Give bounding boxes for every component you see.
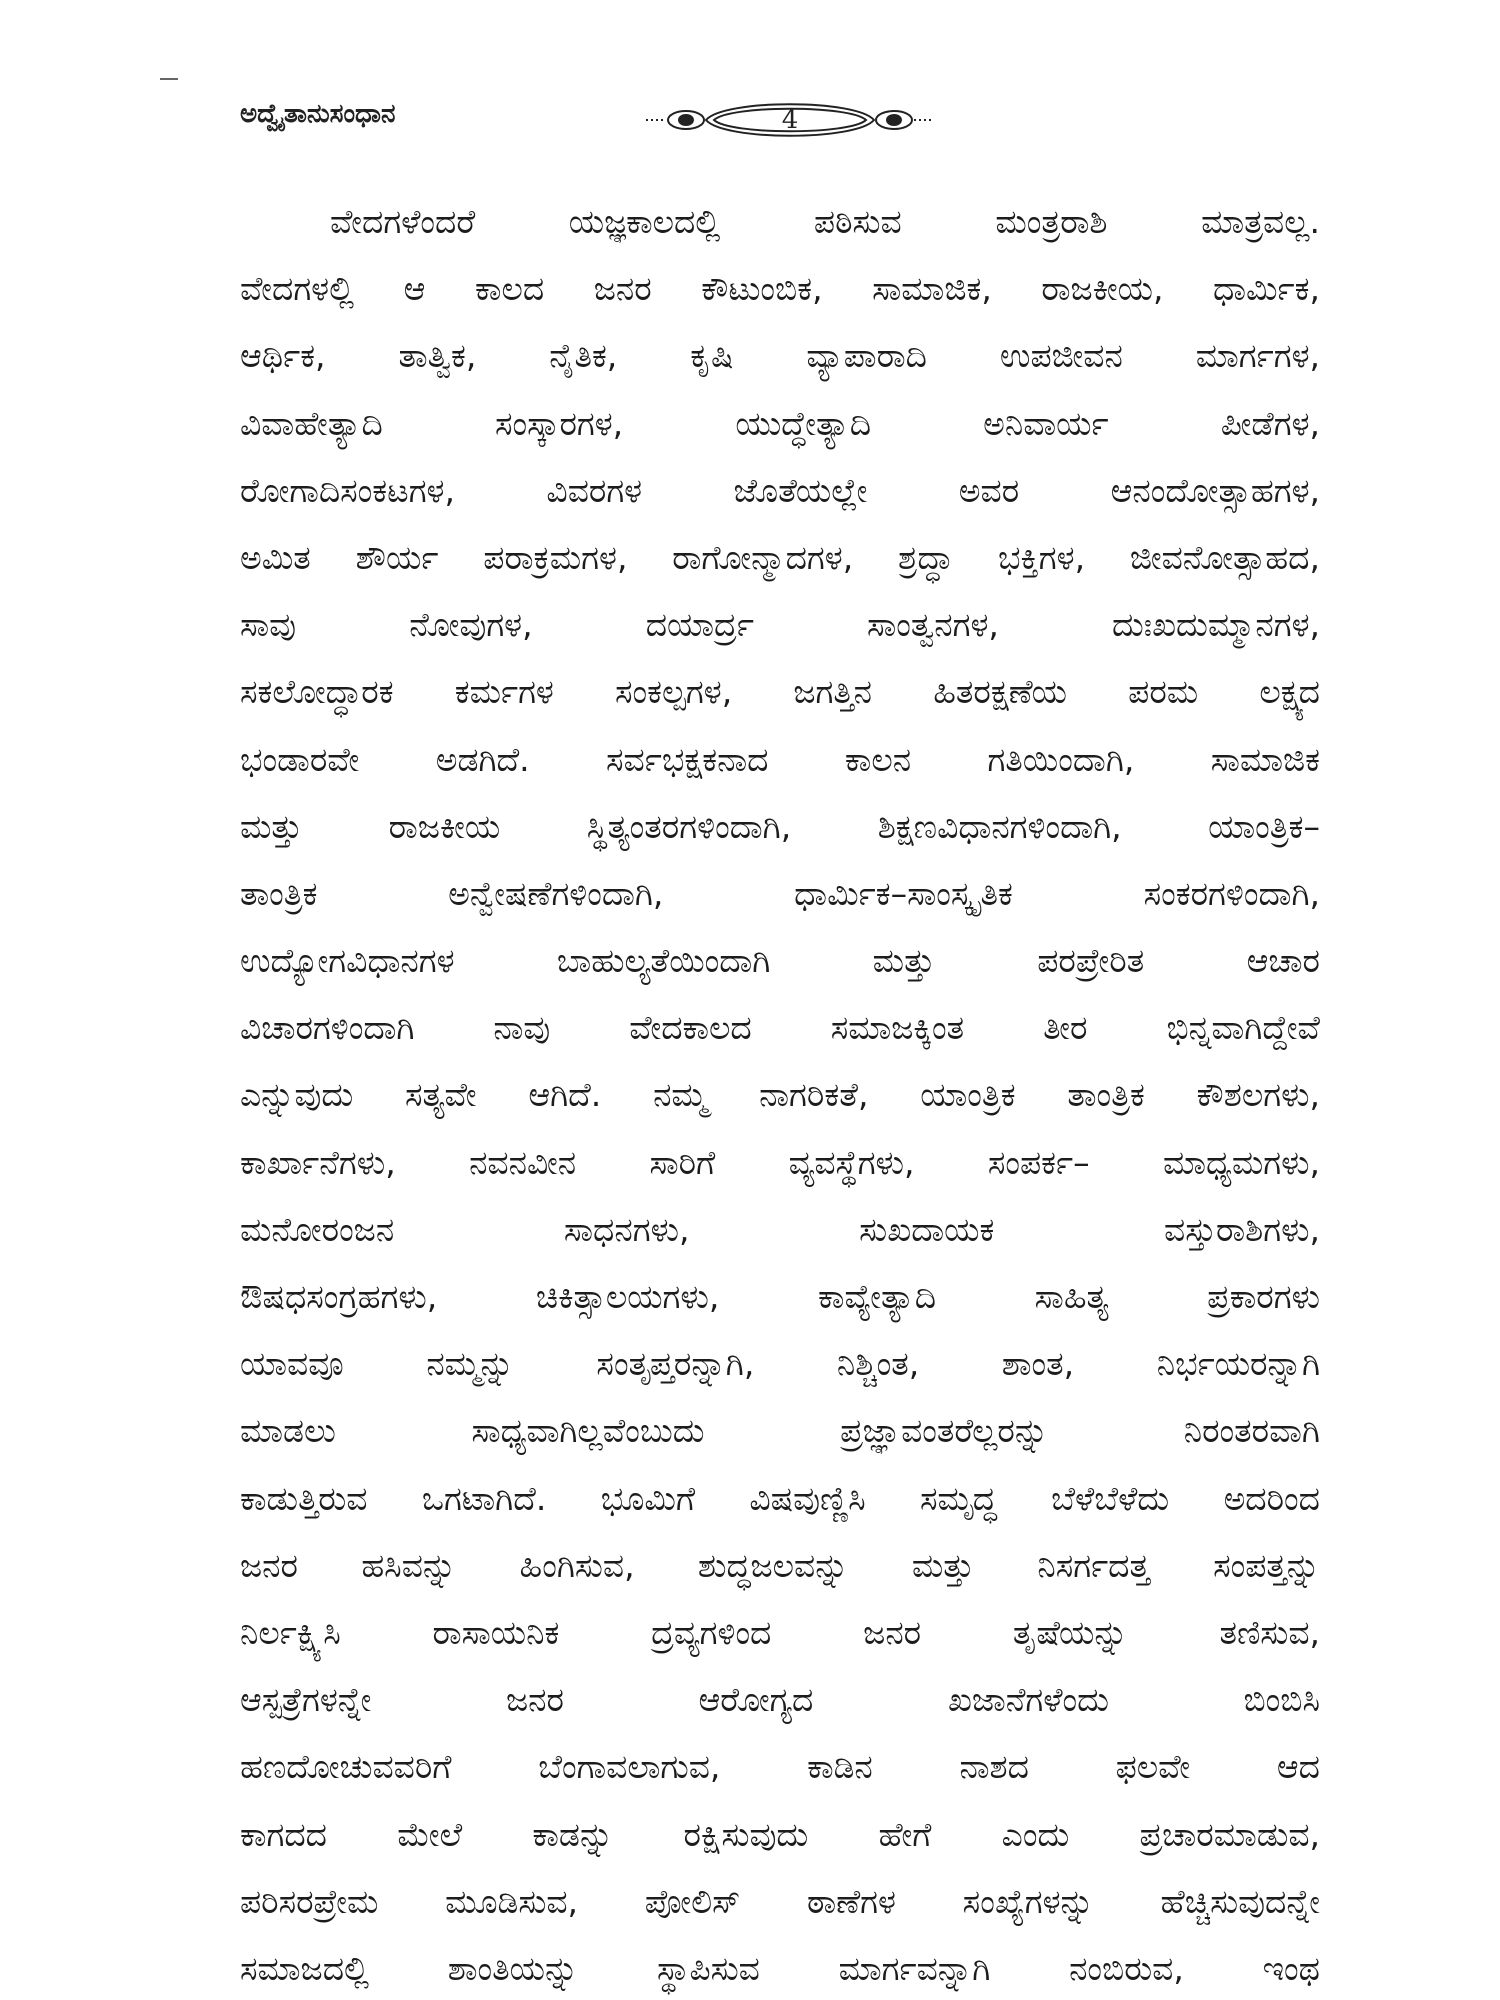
text-line: ಔಷಧಸಂಗ್ರಹಗಳು, ಚಿಕಿತ್ಸಾಲಯಗಳು, ಕಾವ್ಯೇತ್ಯಾದಿ ಸಾಹಿತ್ಯ ಪ್ರಕಾರಗಳು [240, 1277, 1320, 1316]
text-line: ಉದ್ಯೋಗವಿಧಾನಗಳ ಬಾಹುಲ್ಯತೆಯಿಂದಾಗಿ ಮತ್ತು ಪರಪ್ರೇರಿತ ಆಚಾರ [240, 941, 1320, 981]
page-number: 4 [781, 105, 799, 135]
text-line: ಮಾಡಲು ಸಾಧ್ಯವಾಗಿಲ್ಲವೆಂಬುದು ಪ್ರಜ್ಞಾವಂತರೆಲ್ಲರನ್ನು ನಿರಂತರವಾಗಿ [240, 1411, 1320, 1451]
text-line: ವಿಚಾರಗಳಿಂದಾಗಿ ನಾವು ವೇದಕಾಲದ ಸಮಾಜಕ್ಕಿಂತ ತೀರ ಭಿನ್ನವಾಗಿದ್ದೇವೆ [240, 1008, 1320, 1048]
text-line: ಆಸ್ಪತ್ರೆಗಳನ್ನೇ ಜನರ ಆರೋಗ್ಯದ ಖಜಾನೆಗಳೆಂದು ಬಿಂಬಿಸಿ [240, 1680, 1320, 1720]
body-paragraph [240, 188, 1320, 2000]
corner-print-mark [160, 78, 178, 80]
text-line: ಆರ್ಥಿಕ, ತಾತ್ವಿಕ, ನೈತಿಕ, ಕೃಷಿ ವ್ಯಾಪಾರಾದಿ ಉಪಜೀವನ ಮಾರ್ಗಗಳ, [240, 336, 1320, 376]
text-line: ನಿರ್ಲಕ್ಷ್ಯಿಸಿ ರಾಸಾಯನಿಕ ದ್ರವ್ಯಗಳಿಂದ ಜನರ ತೃಷೆಯನ್ನು ತಣಿಸುವ, [240, 1612, 1320, 1652]
text-line: ವಿವಾಹೇತ್ಯಾದಿ ಸಂಸ್ಕಾರಗಳ, ಯುದ್ಧೇತ್ಯಾದಿ ಅನಿವಾರ್ಯ ಪೀಡೆಗಳ, [240, 403, 1320, 443]
text-line: ತಾಂತ್ರಿಕ ಅನ್ವೇಷಣೆಗಳಿಂದಾಗಿ, ಧಾರ್ಮಿಕ–ಸಾಂಸ್ಕೃತಿಕ ಸಂಕರಗಳಿಂದಾಗಿ, [240, 873, 1320, 913]
text-line: ರೋಗಾದಿಸಂಕಟಗಳ, ವಿವರಗಳ ಜೊತೆಯಲ್ಲೇ ಅವರ ಆನಂದೋತ್ಸಾಹಗಳ, [240, 470, 1320, 510]
text-line: ಸಾವು ನೋವುಗಳ, ದಯಾರ್ದ್ರ ಸಾಂತ್ವನಗಳ, ದುಃಖದುಮ್ಮಾನಗಳ, [240, 605, 1320, 645]
text-line: ಸಕಲೋದ್ಧಾರಕ ಕರ್ಮಗಳ ಸಂಕಲ್ಪಗಳ, ಜಗತ್ತಿನ ಹಿತರಕ್ಷಣೆಯ ಪರಮ ಲಕ್ಷ್ಯದ [240, 672, 1320, 712]
text-line: ಯಾವವೂ ನಮ್ಮನ್ನು ಸಂತೃಪ್ತರನ್ನಾಗಿ, ನಿಶ್ಚಿಂತ, ಶಾಂತ, ನಿರ್ಭಯರನ್ನಾಗಿ [240, 1344, 1320, 1384]
text-line: ಹಣದೋಚುವವರಿಗೆ ಬೆಂಗಾವಲಾಗುವ, ಕಾಡಿನ ನಾಶದ ಫಲವೇ ಆದ [240, 1747, 1320, 1787]
text-line: ಕಾಗದದ ಮೇಲೆ ಕಾಡನ್ನು ರಕ್ಷಿಸುವುದು ಹೇಗೆ ಎಂದು ಪ್ರಚಾರಮಾಡುವ, [240, 1814, 1320, 1854]
text-line: ಜನರ ಹಸಿವನ್ನು ಹಿಂಗಿಸುವ, ಶುದ್ಧಜಲವನ್ನು ಮತ್ತು ನಿಸರ್ಗದತ್ತ ಸಂಪತ್ತನ್ನು [240, 1545, 1320, 1585]
text-line: ಮತ್ತು ರಾಜಕೀಯ ಸ್ಥಿತ್ಯಂತರಗಳಿಂದಾಗಿ, ಶಿಕ್ಷಣವಿಧಾನಗಳಿಂದಾಗಿ, ಯಾಂತ್ರಿಕ– [240, 806, 1320, 846]
text-line: ಪರಿಸರಪ್ರೇಮ ಮೂಡಿಸುವ, ಪೋಲಿಸ್ ಠಾಣೆಗಳ ಸಂಖ್ಯೆಗಳನ್ನು ಹೆಚ್ಚಿಸುವುದನ್ನೇ [240, 1881, 1320, 1921]
text-line: ಎನ್ನುವುದು ಸತ್ಯವೇ ಆಗಿದೆ. ನಮ್ಮ ನಾಗರಿಕತೆ, ಯಾಂತ್ರಿಕ ತಾಂತ್ರಿಕ ಕೌಶಲಗಳು, [240, 1075, 1320, 1115]
text-line: ಕಾರ್ಖಾನೆಗಳು, ನವನವೀನ ಸಾರಿಗೆ ವ್ಯವಸ್ಥೆಗಳು, ಸಂಪರ್ಕ– ಮಾಧ್ಯಮಗಳು, [240, 1142, 1320, 1182]
text-line: ವೇದಗಳೆಂದರೆ ಯಜ್ಞಕಾಲದಲ್ಲಿ ಪಠಿಸುವ ಮಂತ್ರರಾಶಿ ಮಾತ್ರವಲ್ಲ. [330, 202, 1320, 241]
text-line: ಮನೋರಂಜನ ಸಾಧನಗಳು, ಸುಖದಾಯಕ ವಸ್ತುರಾಶಿಗಳು, [240, 1209, 1320, 1249]
text-line: ವೇದಗಳಲ್ಲಿ ಆ ಕಾಲದ ಜನರ ಕೌಟುಂಬಿಕ, ಸಾಮಾಜಿಕ, ರಾಜಕೀಯ, ಧಾರ್ಮಿಕ, [240, 269, 1320, 309]
running-title: ಅದ್ವೈತಾನುಸಂಧಾನ [240, 99, 396, 129]
text-line: ಅಮಿತ ಶೌರ್ಯ ಪರಾಕ್ರಮಗಳ, ರಾಗೋನ್ಮಾದಗಳ, ಶ್ರದ್ಧಾ ಭಕ್ತಿಗಳ, ಜೀವನೋತ್ಸಾಹದ, [240, 537, 1320, 577]
text-line: ಸಮಾಜದಲ್ಲಿ ಶಾಂತಿಯನ್ನು ಸ್ಥಾಪಿಸುವ ಮಾರ್ಗವನ್ನಾಗಿ ನಂಬಿರುವ, ಇಂಥ [240, 1948, 1320, 1988]
page-header [240, 95, 1320, 145]
text-line: ಭಂಡಾರವೇ ಅಡಗಿದೆ. ಸರ್ವಭಕ್ಷಕನಾದ ಕಾಲನ ಗತಿಯಿಂದಾಗಿ, ಸಾಮಾಜಿಕ [240, 739, 1320, 779]
text-line: ಕಾಡುತ್ತಿರುವ ಒಗಟಾಗಿದೆ. ಭೂಮಿಗೆ ವಿಷವುಣ್ಣಿಸಿ ಸಮೃದ್ಧ ಬೆಳೆಬೆಳೆದು ಅದರಿಂದ [240, 1478, 1320, 1518]
page-number-ornament [644, 95, 936, 145]
